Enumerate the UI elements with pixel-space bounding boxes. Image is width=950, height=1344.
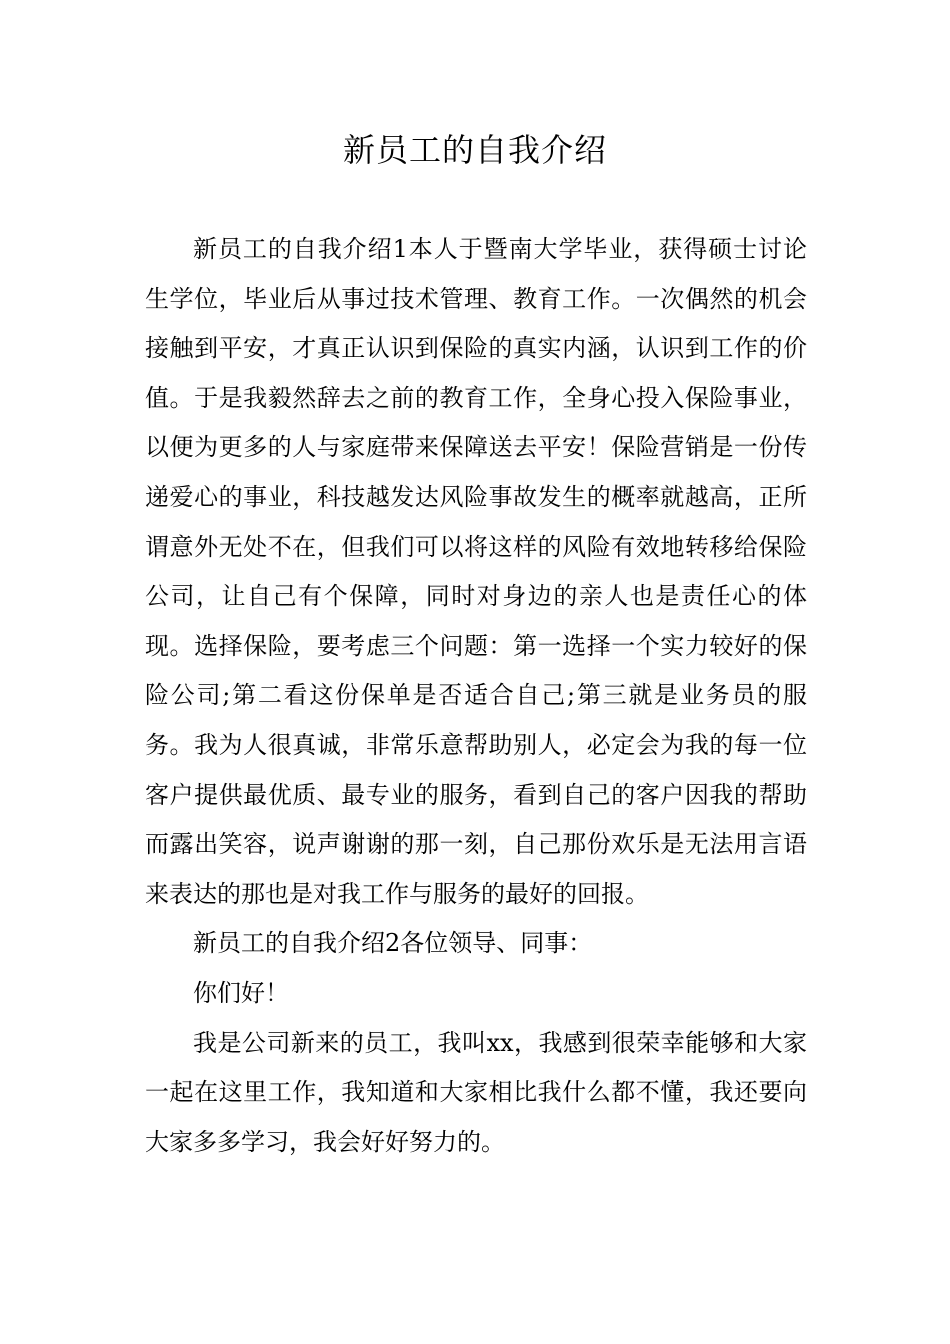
- paragraph-intro-2-heading: 新员工的自我介绍2各位领导、同事：: [193, 929, 593, 958]
- document-body: [145, 225, 807, 1167]
- paragraph-intro-1: 新员工的自我介绍1本人于暨南大学毕业，获得硕士讨论生学位，毕业后从事过技术管理、教育工作。一次偶然的机会接触到平安，才真正认识到保险的真实内涵，认识到工作的价值。于是我毅然辞去之前的教育工作，全身心投入保险事业，以便为更多的人与家庭带来保障送去平安！保险营销是一份传递爱心的事业，科技越发达风险事故发生的概率就越高，正所谓意外无处不在，但我们可以将这样的风险有效地转移给保险公司，让自己有个保障，同时对身边的亲人也是责任心的体现。选择保险，要考虑三个问题：第一选择一个实力较好的保险公司;第二看这份保单是否适合自己;第三就是业务员的服务。我为人很真诚，非常乐意帮助别人，必定会为我的每一位客户提供最优质、最专业的服务，看到自己的客户因我的帮助而露出笑容，说声谢谢的那一刻，自己那份欢乐是无法用言语来表达的那也是对我工作与服务的最好的回报。: [145, 235, 807, 908]
- paragraph-intro-2-body: 我是公司新来的员工，我叫xx，我感到很荣幸能够和大家一起在这里工作，我知道和大家相比我什么都不懂，我还要向大家多多学习，我会好好努力的。: [145, 1028, 807, 1156]
- paragraph-greeting: 你们好！: [193, 978, 289, 1007]
- document-title: 新员工的自我介绍: [342, 131, 607, 169]
